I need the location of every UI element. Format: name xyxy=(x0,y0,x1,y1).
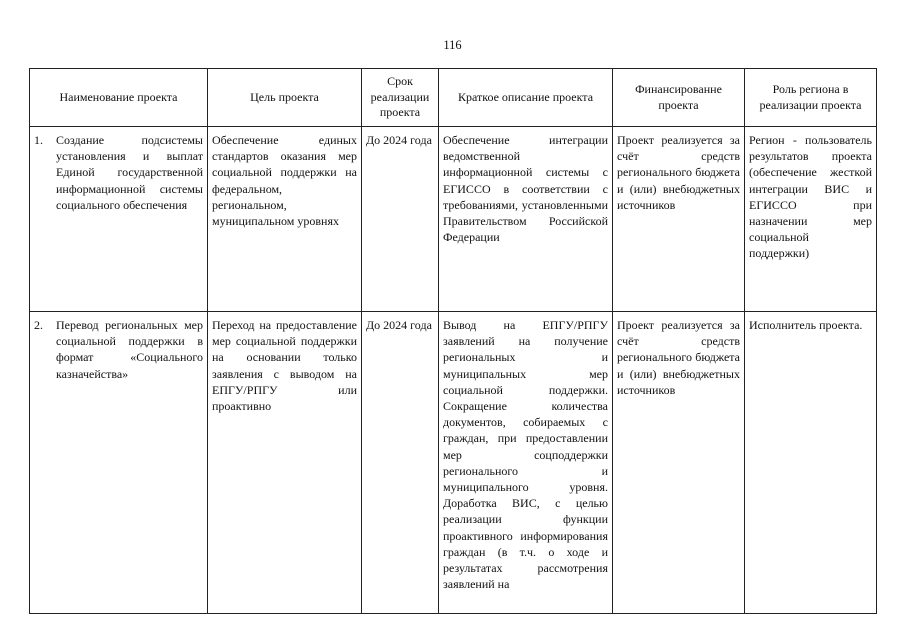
project-goal: Обеспечение единых стандартов оказания мер социальной поддержки на федеральном, региональном, муниципальном уровнях xyxy=(208,127,362,312)
page-number: 116 xyxy=(443,38,462,52)
project-description: Обеспечение интеграции ведомственной информационной системы с ЕГИССО в соответствии с требованиями, установленными Правительством Российской Федерации xyxy=(439,127,613,312)
project-name-cell xyxy=(30,312,208,614)
table-header-row xyxy=(30,69,877,127)
table-row xyxy=(30,312,877,614)
project-name: Перевод региональных мер социальной поддержки в формат «Социального казначейства» xyxy=(56,318,203,381)
row-number: 2. xyxy=(34,318,43,332)
table-row xyxy=(30,127,877,312)
project-term: До 2024 года xyxy=(362,127,439,312)
region-role: Исполнитель проекта. xyxy=(745,312,877,614)
project-funding: Проект реализуется за счёт средств регионального бюджета и (или) внебюджетных источников xyxy=(613,127,745,312)
project-name-cell xyxy=(30,127,208,312)
header-project-term: Срок реализации проекта xyxy=(362,69,439,127)
project-name: Создание подсистемы установления и выплат Единой государственной информационной системы социального обеспечения xyxy=(56,133,203,212)
header-region-role: Роль региона в реализации проекта xyxy=(745,69,877,127)
header-project-description: Краткое описание проекта xyxy=(439,69,613,127)
header-project-funding: Финансированне проекта xyxy=(613,69,745,127)
project-funding: Проект реализуется за счёт средств регионального бюджета и (или) внебюджетных источников xyxy=(613,312,745,614)
region-role: Регион - пользователь результатов проекта (обеспечение жесткой интеграции ВИС и ЕГИССО при назначении мер социальной поддержки) xyxy=(745,127,877,312)
project-term: До 2024 года xyxy=(362,312,439,614)
project-goal: Переход на предоставление мер социальной поддержки на основании только заявления с выводом на ЕПГУ/РПГУ или проактивно xyxy=(208,312,362,614)
header-project-name: Наименование проекта xyxy=(30,69,208,127)
header-project-goal: Цель проекта xyxy=(208,69,362,127)
row-number: 1. xyxy=(34,133,43,147)
project-description: Вывод на ЕПГУ/РПГУ заявлений на получение региональных и муниципальных мер социальной поддержки. Сокращение количества документов, собираемых с граждан, при предоставлении мер соцподдержки регионального и муниципального уровня. Доработка ВИС, с целью реализации функции проактивного информирования граждан (в т.ч. о ходе и результатах рассмотрения заявлений на xyxy=(439,312,613,614)
projects-table xyxy=(29,68,877,614)
